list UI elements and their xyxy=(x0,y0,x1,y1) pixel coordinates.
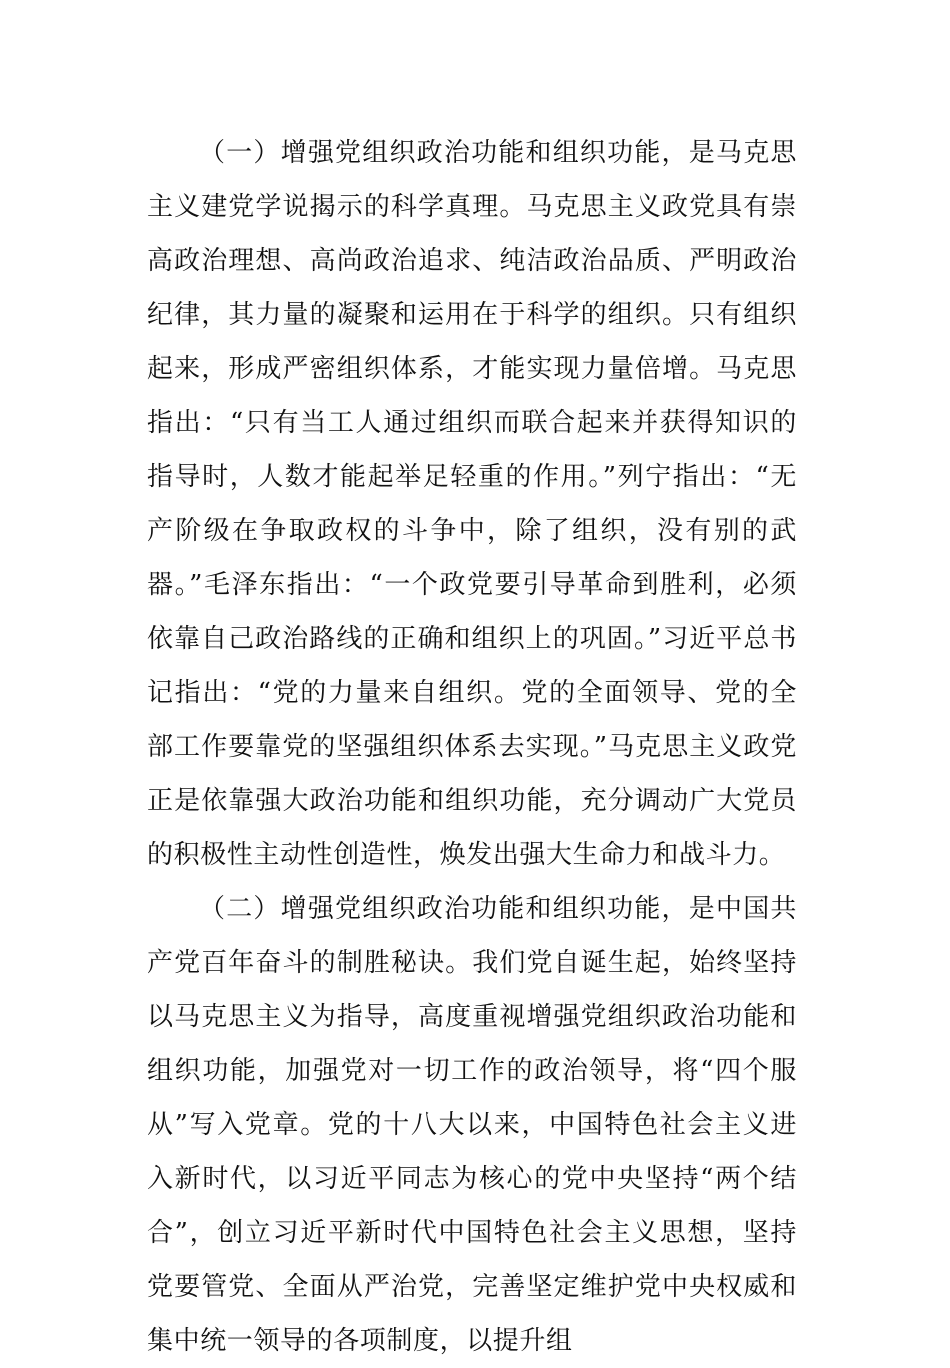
paragraph-2: （二）增强党组织政治功能和组织功能，是中国共产党百年奋斗的制胜秘诀。我们党自诞生起，始终坚持以马克思主义为指导，高度重视增强党组织政治功能和组织功能，加强党对一切工作的政治领导，将“四个服从”写入党章。党的十八大以来，中国特色社会主义进入新时代，以习近平同志为核心的党中央坚持“两个结合”，创立习近平新时代中国特色社会主义思想，坚持党要管党、全面从严治党，完善坚定维护党中央权威和集中统一领导的各项制度，以提升组 xyxy=(147,894,797,1356)
paragraph-1: （一）增强党组织政治功能和组织功能，是马克思主义建党学说揭示的科学真理。马克思主义政党具有崇高政治理想、高尚政治追求、纯洁政治品质、严明政治纪律，其力量的凝聚和运用在于科学的组织。只有组织起来，形成严密组织体系，才能实现力量倍增。马克思指出：“只有当工人通过组织而联合起来并获得知识的指导时，人数才能起举足轻重的作用。”列宁指出：“无产阶级在争取政权的斗争中，除了组织，没有别的武器。”毛泽东指出：“一个政党要引导革命到胜利，必须依靠自己政治路线的正确和组织上的巩固。”习近平总书记指出：“党的力量来自组织。党的全面领导、党的全部工作要靠党的坚强组织体系去实现。”马克思主义政党正是依靠强大政治功能和组织功能，充分调动广大党员的积极性主动性创造性，焕发出强大生命力和战斗力。 xyxy=(147,138,797,870)
document-body xyxy=(147,126,797,1368)
